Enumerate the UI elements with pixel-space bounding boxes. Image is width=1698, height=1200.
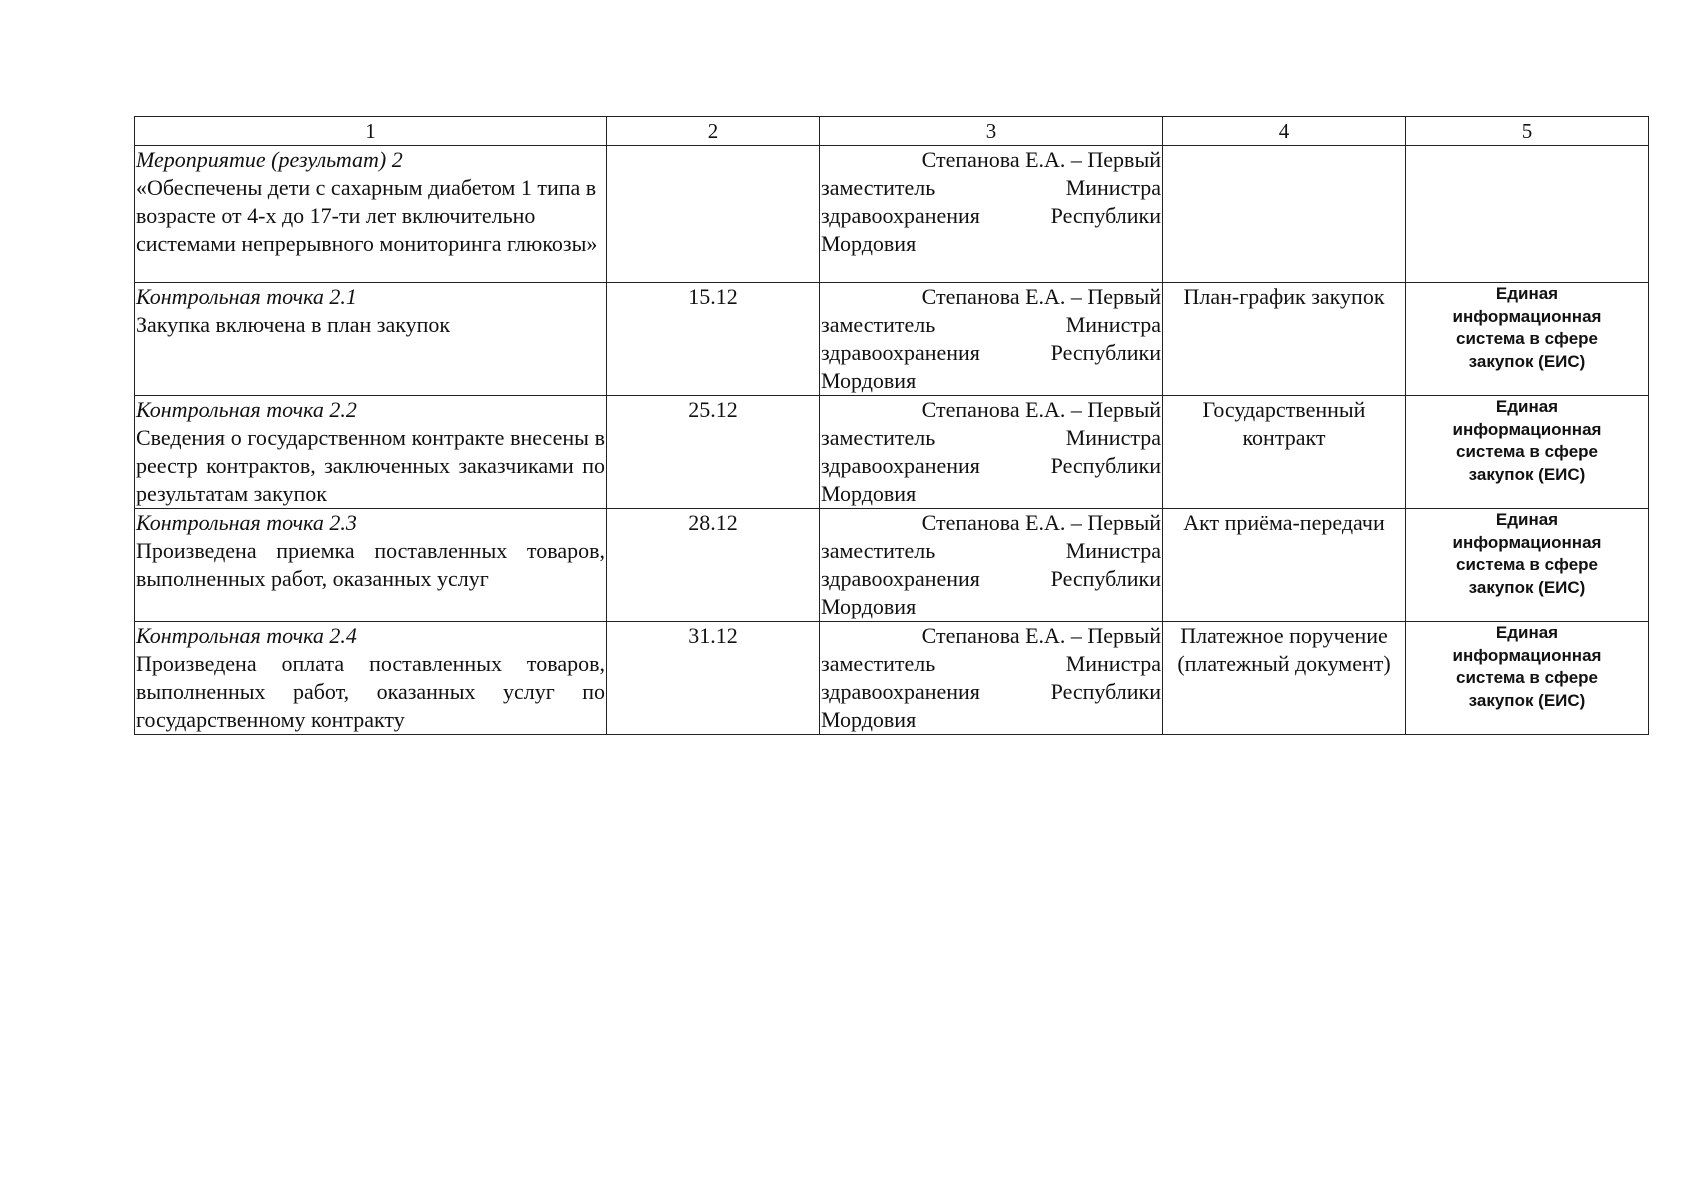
- responsible-line-2b: Министра: [1065, 312, 1161, 337]
- control-point-system-text: Единая информационная система в сфере закупок (ЕИС): [1452, 510, 1602, 597]
- responsible-line-3a: здравоохранения: [821, 340, 980, 365]
- responsible-line-2: [821, 650, 1161, 678]
- control-point-responsible: [820, 509, 1163, 622]
- control-point-date: 31.12: [607, 622, 820, 735]
- responsible-line-2: [821, 537, 1161, 565]
- responsible-line-2a: заместитель: [821, 425, 936, 450]
- control-point-system: [1406, 622, 1649, 735]
- control-point-responsible: [820, 622, 1163, 735]
- control-point-description: Сведения о государственном контракте внесены в реестр контрактов, заключенных заказчиками по результатам закупок: [136, 425, 605, 506]
- responsible-line-3b: Республики: [1050, 340, 1161, 365]
- measure-date: [607, 146, 820, 283]
- responsible-line-1: Степанова Е.А. – Первый: [921, 284, 1161, 309]
- control-point-row: [135, 509, 1649, 622]
- control-point-cell: [135, 509, 607, 622]
- control-point-document: План-график закупок: [1163, 283, 1406, 396]
- measure-cell: [135, 146, 607, 283]
- measure-row: [135, 146, 1649, 283]
- control-point-description: Произведена приемка поставленных товаров, выполненных работ, оказанных услуг: [136, 538, 605, 591]
- responsible-line-2b: Министра: [1065, 175, 1161, 200]
- responsible-line-2: [821, 424, 1161, 452]
- responsible-line-3: [821, 339, 1161, 367]
- control-point-title: Контрольная точка 2.2: [136, 397, 357, 422]
- control-point-date: 25.12: [607, 396, 820, 509]
- control-point-responsible: [820, 396, 1163, 509]
- responsible-line-3: [821, 202, 1161, 230]
- column-number-4: 4: [1163, 117, 1406, 146]
- responsible-line-1: Степанова Е.А. – Первый: [921, 623, 1161, 648]
- control-point-document: Государственный контракт: [1163, 396, 1406, 509]
- control-point-responsible: [820, 283, 1163, 396]
- responsible-line-3a: здравоохранения: [821, 203, 980, 228]
- control-point-title: Контрольная точка 2.3: [136, 510, 357, 535]
- responsible-line-2b: Министра: [1065, 425, 1161, 450]
- responsible-line-2b: Министра: [1065, 651, 1161, 676]
- control-point-date: 15.12: [607, 283, 820, 396]
- column-number-5: 5: [1406, 117, 1649, 146]
- control-point-row: [135, 396, 1649, 509]
- responsible-line-4: Мордовия: [821, 368, 917, 393]
- control-points-table: [134, 116, 1649, 735]
- responsible-line-3b: Республики: [1050, 203, 1161, 228]
- measure-description: «Обеспечены дети с сахарным диабетом 1 типа в возрасте от 4-х до 17-ти лет включительно системами непрерывного мониторинга глюкозы»: [136, 175, 598, 256]
- control-point-title: Контрольная точка 2.1: [136, 284, 357, 309]
- control-point-system: [1406, 396, 1649, 509]
- header-row: [135, 117, 1649, 146]
- responsible-line-1: Степанова Е.А. – Первый: [921, 397, 1161, 422]
- column-number-1: 1: [135, 117, 607, 146]
- responsible-line-2: [821, 311, 1161, 339]
- control-point-date: 28.12: [607, 509, 820, 622]
- responsible-line-4: Мордовия: [821, 707, 917, 732]
- control-point-system-text: Единая информационная система в сфере закупок (ЕИС): [1452, 623, 1602, 710]
- measure-system: [1406, 146, 1649, 283]
- control-point-cell: [135, 622, 607, 735]
- control-point-system: [1406, 509, 1649, 622]
- responsible-line-3a: здравоохранения: [821, 566, 980, 591]
- responsible-line-3a: здравоохранения: [821, 679, 980, 704]
- responsible-line-2: [821, 174, 1161, 202]
- control-point-system: [1406, 283, 1649, 396]
- responsible-line-3a: здравоохранения: [821, 453, 980, 478]
- responsible-line-2a: заместитель: [821, 175, 936, 200]
- control-point-cell: [135, 283, 607, 396]
- responsible-line-3b: Республики: [1050, 453, 1161, 478]
- control-point-row: [135, 622, 1649, 735]
- responsible-line-4: Мордовия: [821, 481, 917, 506]
- responsible-line-4: Мордовия: [821, 594, 917, 619]
- control-point-row: [135, 283, 1649, 396]
- control-point-cell: [135, 396, 607, 509]
- responsible-line-3b: Республики: [1050, 679, 1161, 704]
- measure-responsible: [820, 146, 1163, 283]
- measure-title: Мероприятие (результат) 2: [136, 147, 403, 172]
- responsible-line-2a: заместитель: [821, 538, 936, 563]
- responsible-line-2a: заместитель: [821, 312, 936, 337]
- responsible-line-2a: заместитель: [821, 651, 936, 676]
- control-point-system-text: Единая информационная система в сфере закупок (ЕИС): [1452, 284, 1602, 371]
- control-point-title: Контрольная точка 2.4: [136, 623, 357, 648]
- responsible-line-2b: Министра: [1065, 538, 1161, 563]
- responsible-line-3b: Республики: [1050, 566, 1161, 591]
- responsible-line-1: Степанова Е.А. – Первый: [921, 147, 1161, 172]
- responsible-line-4: Мордовия: [821, 231, 917, 256]
- control-point-description: Закупка включена в план закупок: [136, 312, 451, 337]
- responsible-line-3: [821, 452, 1161, 480]
- measure-document: [1163, 146, 1406, 283]
- responsible-line-1: Степанова Е.А. – Первый: [921, 510, 1161, 535]
- column-number-3: 3: [820, 117, 1163, 146]
- control-point-document: Платежное поручение (платежный документ): [1163, 622, 1406, 735]
- control-point-description: Произведена оплата поставленных товаров, выполненных работ, оказанных услуг по государственному контракту: [136, 651, 605, 732]
- control-point-document: Акт приёма-передачи: [1163, 509, 1406, 622]
- responsible-line-3: [821, 565, 1161, 593]
- control-point-system-text: Единая информационная система в сфере закупок (ЕИС): [1452, 397, 1602, 484]
- column-number-2: 2: [607, 117, 820, 146]
- responsible-line-3: [821, 678, 1161, 706]
